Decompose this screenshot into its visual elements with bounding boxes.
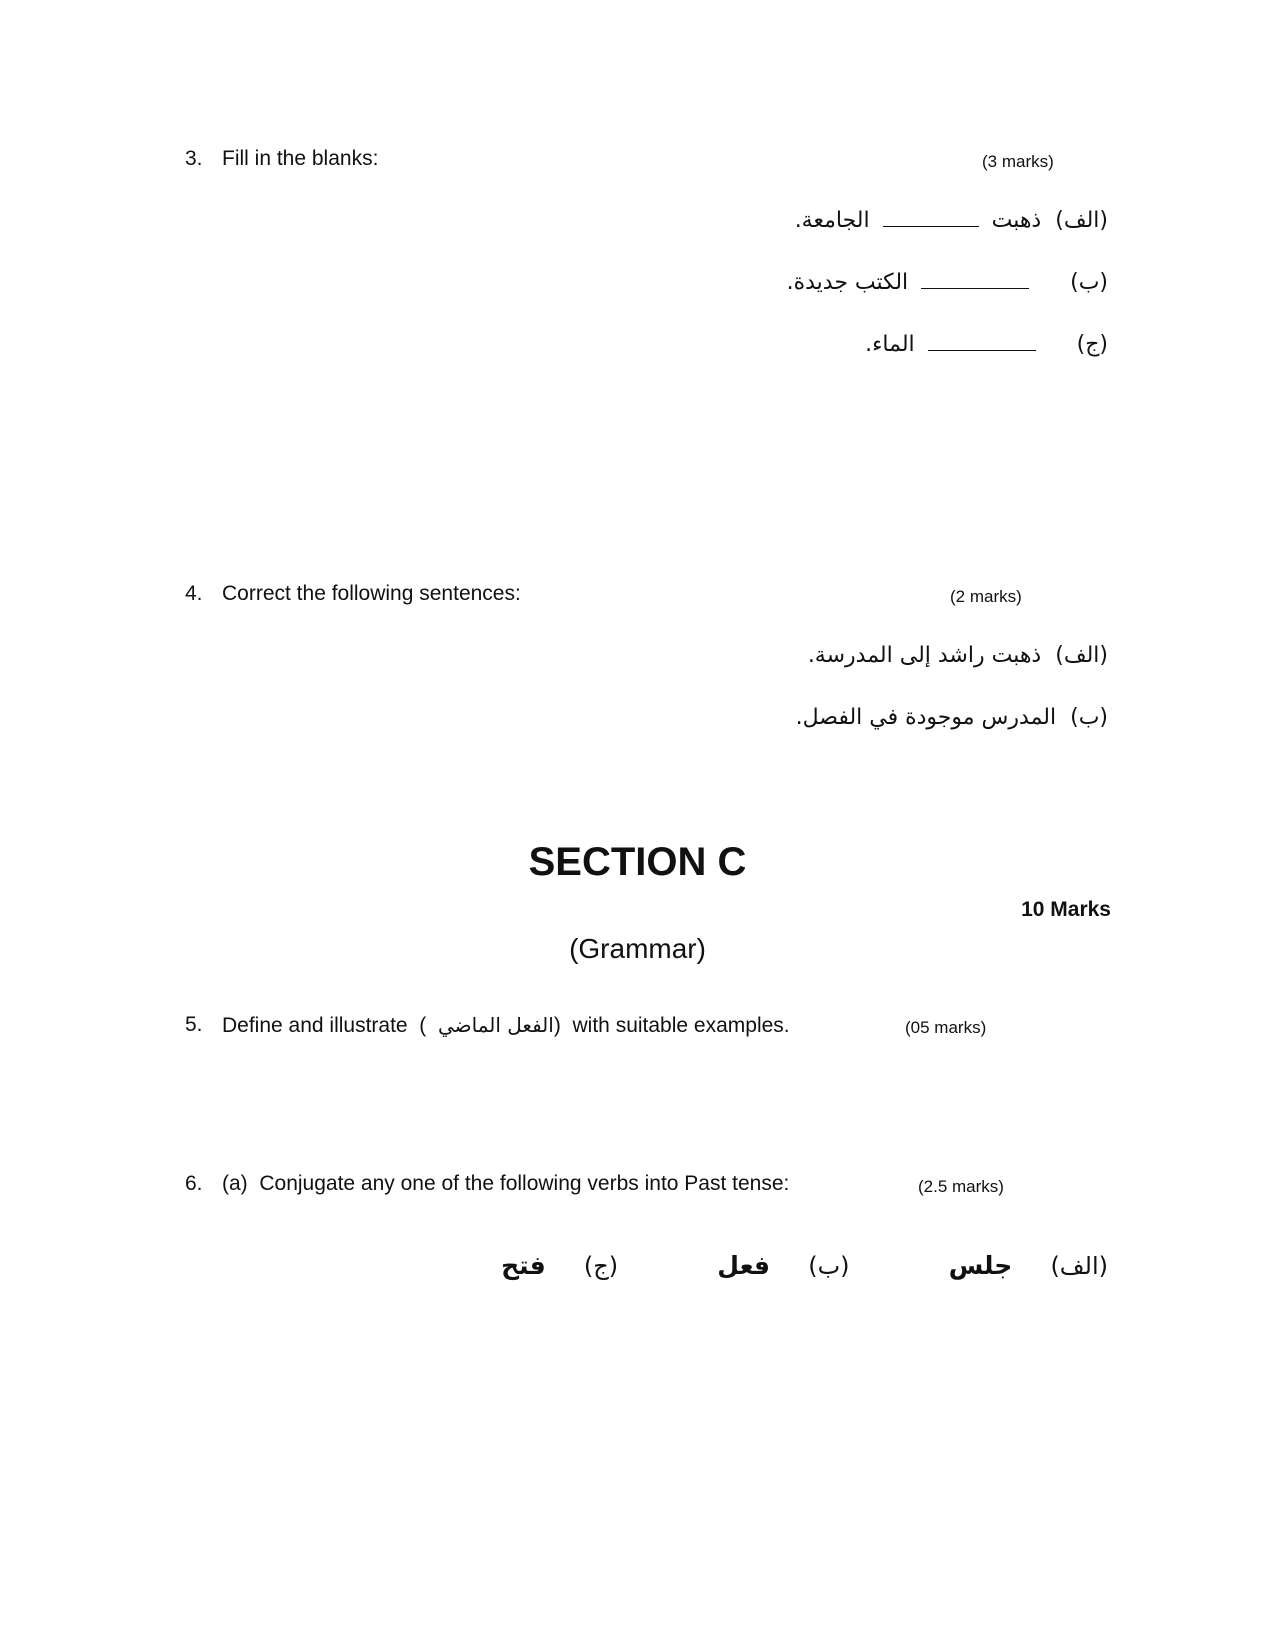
blank-item-c: (ج) الماء.: [865, 332, 1108, 357]
question-text: Fill in the blanks:: [222, 147, 379, 170]
verb-item-c: (ج) فتح: [501, 1251, 619, 1280]
blank-item-b: (ب) الكتب جديدة.: [786, 270, 1108, 295]
section-marks: 10 Marks: [1021, 898, 1111, 921]
question-text: Correct the following sentences:: [222, 582, 521, 605]
question-text: (a) Conjugate any one of the following verbs into Past tense:: [222, 1172, 790, 1195]
marks-label: (05 marks): [905, 1018, 987, 1037]
blank-line: [921, 270, 1029, 289]
correction-item-b: (ب) المدرس موجودة في الفصل.: [795, 705, 1108, 730]
arabic-term: الفعل الماضي: [437, 1013, 554, 1037]
marks-label: (3 marks): [982, 152, 1054, 171]
question-text: Define and illustrate ( الفعل الماضي) with suitable examples.: [222, 1013, 790, 1037]
verb-list: [501, 1251, 1108, 1280]
blank-line: [928, 332, 1036, 351]
section-subtitle: (Grammar): [569, 933, 706, 964]
question-number: 6.: [185, 1172, 203, 1195]
question-number: 5.: [185, 1013, 203, 1036]
marks-label: (2 marks): [950, 587, 1022, 606]
verb-item-b: (ب) فعل: [717, 1251, 850, 1280]
question-number: 3.: [185, 147, 203, 170]
blank-line: [883, 208, 979, 227]
question-number: 4.: [185, 582, 203, 605]
verb-item-a: (الف) جلس: [948, 1251, 1108, 1280]
section-title: SECTION C: [528, 840, 747, 884]
marks-label: (2.5 marks): [918, 1177, 1004, 1196]
blank-item-a: (الف) ذهبت الجامعة.: [794, 208, 1108, 233]
correction-item-a: (الف) ذهبت راشد إلى المدرسة.: [807, 643, 1108, 668]
